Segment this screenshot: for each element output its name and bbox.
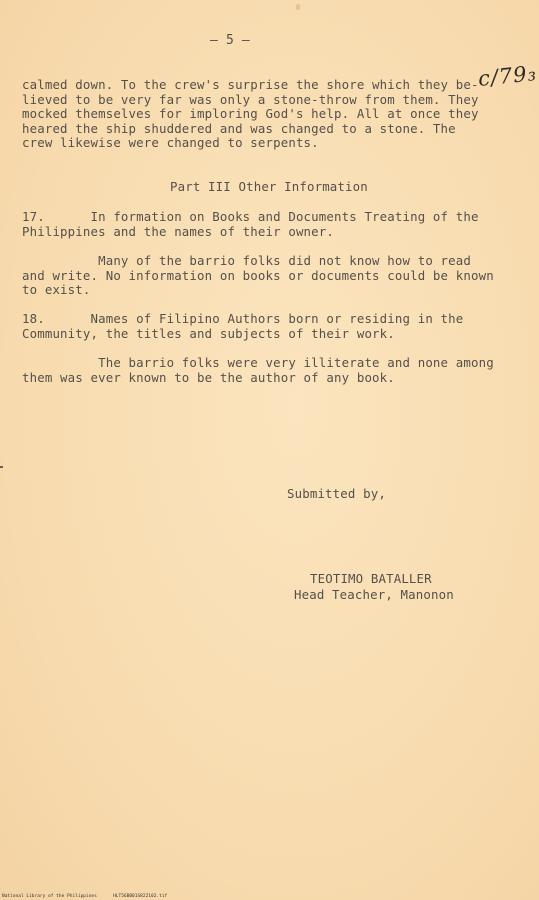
archive-footer: National Library of the Philippines HLT56BB01S822102.tif <box>2 894 168 899</box>
paper-stain <box>296 4 300 10</box>
item-17-answer: Many of the barrio folks did not know how to read and write. No information on books or documents could be known to exist. <box>22 253 494 298</box>
signer-title: Head Teacher, Manonon <box>294 587 454 602</box>
story-paragraph: calmed down. To the crew's surprise the shore which they be- lieved to be very far was only a stone-throw from them. They mocked themselves for imploring God's help. All at once they heared the ship shuddered and was changed to a stone. The crew likewise were changed to serpents. <box>22 77 479 151</box>
handwritten-note: c/79₃ <box>476 60 539 92</box>
section-heading: Part III Other Information <box>170 179 368 194</box>
item-18-answer: The barrio folks were very illiterate and none among them was ever known to be the author of any book. <box>22 355 494 385</box>
paper-mark <box>0 466 3 468</box>
item-17-question: 17. In formation on Books and Documents Treating of the Philippines and the names of their owner. <box>22 209 479 239</box>
page-number: – 5 – <box>210 33 250 48</box>
item-18-question: 18. Names of Filipino Authors born or residing in the Community, the titles and subjects of their work. <box>22 311 464 341</box>
closing-line: Submitted by, <box>287 486 386 501</box>
signer-name: TEOTIMO BATALLER <box>310 571 432 586</box>
